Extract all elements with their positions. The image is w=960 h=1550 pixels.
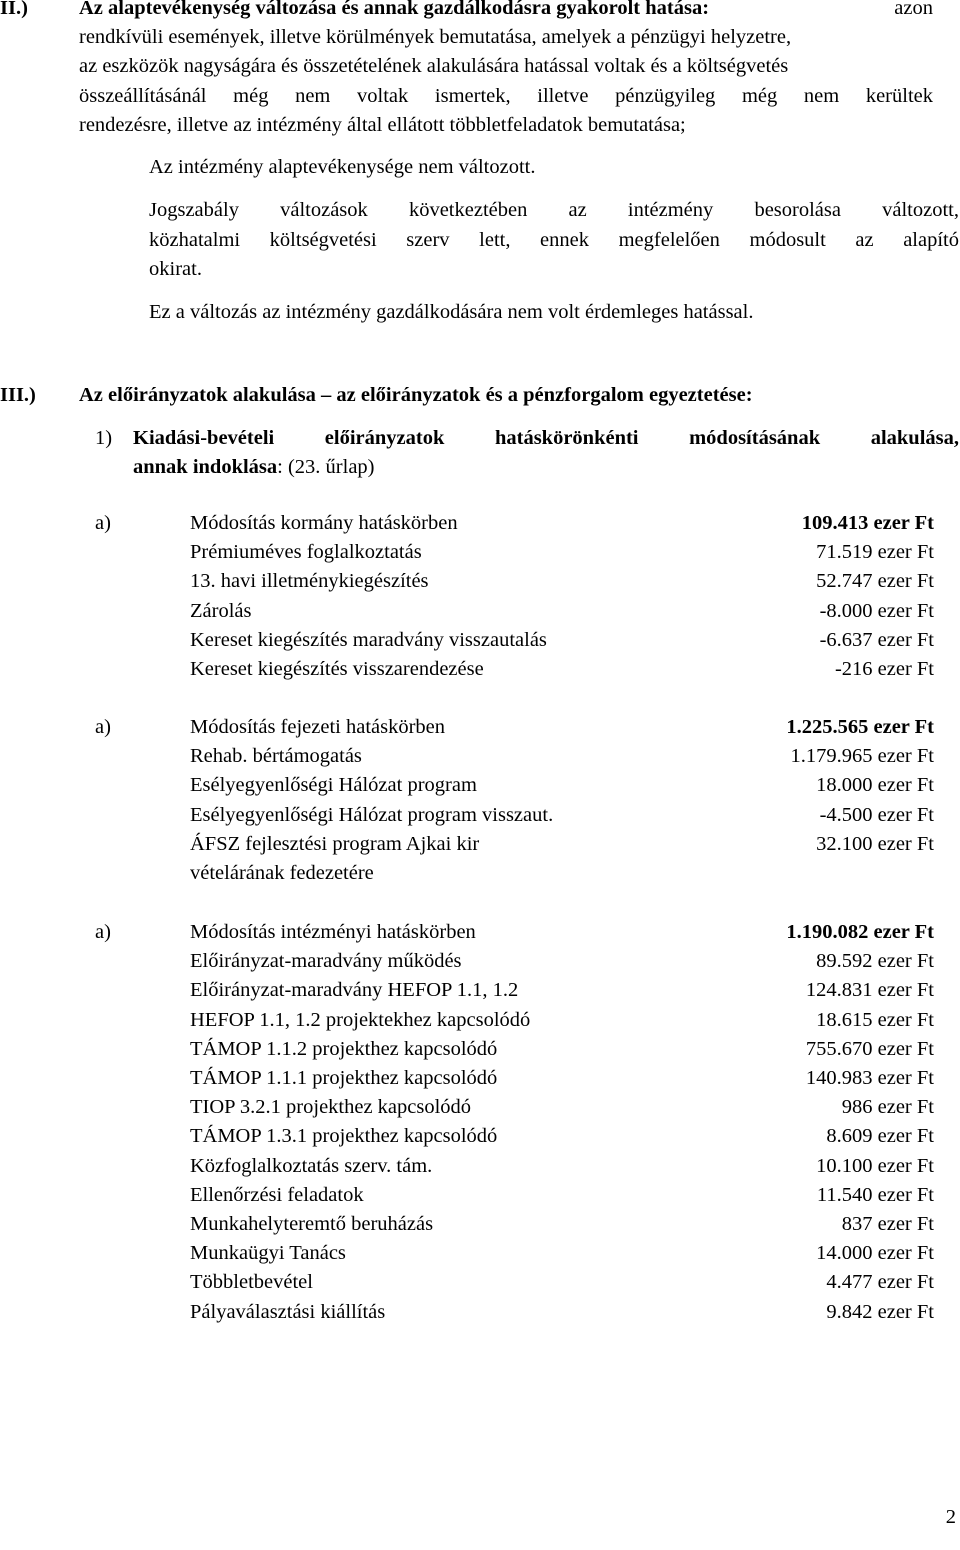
row-label: Pályaválasztási kiállítás (190, 1300, 386, 1323)
group-letter: a) (95, 716, 111, 738)
row-amount: 140.983 ezer Ft (805, 1067, 934, 1089)
row-label: TÁMOP 1.3.1 projekthez kapcsolódó (190, 1125, 498, 1148)
row-amount: 837 ezer Ft (841, 1213, 934, 1235)
section-2-line-1: rendkívüli események, illetve körülmények bemutatása, amelyek a pénzügyi helyzetre, (79, 26, 792, 48)
section-2-number: II.) (0, 0, 28, 19)
row-amount: 18.000 ezer Ft (816, 774, 934, 797)
row-amount: -6.637 ezer Ft (819, 628, 934, 651)
group-letter: a) (95, 921, 111, 943)
group-total: 1.225.565 ezer Ft (786, 716, 934, 738)
row-amount: 14.000 ezer Ft (816, 1242, 934, 1265)
row-label: Előirányzat-maradvány működés (190, 950, 462, 973)
row-label: vételárának fedezetére (190, 862, 374, 884)
row-amount: 9.842 ezer Ft (826, 1300, 934, 1323)
row-label: TÁMOP 1.1.2 projekthez kapcsolódó (190, 1037, 498, 1060)
row-label: HEFOP 1.1, 1.2 projektekhez kapcsolódó (190, 1008, 531, 1031)
row-amount: 986 ezer Ft (841, 1096, 934, 1119)
row-label: Ellenőrzési feladatok (190, 1183, 364, 1206)
group-title: Módosítás intézményi hatáskörben (190, 921, 476, 943)
row-amount: 4.477 ezer Ft (826, 1271, 934, 1294)
row-label: Munkahelyteremtő beruházás (190, 1213, 434, 1235)
subsection-1-number: 1) (95, 427, 113, 449)
section-2-first-line (79, 0, 933, 24)
row-label: Kereset kiegészítés maradvány visszautalás (190, 628, 547, 651)
row-amount: 52.747 ezer Ft (816, 570, 934, 593)
row-amount: -8.000 ezer Ft (819, 599, 934, 622)
row-amount: -4.500 ezer Ft (819, 803, 934, 826)
group-title: Módosítás fejezeti hatáskörben (190, 716, 446, 738)
row-label: Esélyegyenlőségi Hálózat program visszaut. (190, 803, 554, 826)
row-label: Esélyegyenlőségi Hálózat program (190, 774, 477, 797)
section-3-heading-b: az előirányzatok és a pénzforgalom egyeztetése: (336, 384, 753, 406)
row-amount: 11.540 ezer Ft (816, 1183, 934, 1206)
row-amount: 1.179.965 ezer Ft (790, 745, 934, 768)
paragraph-3: Ez a változás az intézmény gazdálkodására nem volt érdemleges hatással. (149, 301, 754, 323)
row-amount: 8.609 ezer Ft (826, 1125, 934, 1148)
section-3-heading (79, 381, 753, 411)
row-label: 13. havi illetménykiegészítés (190, 570, 429, 593)
page-number: 2 (945, 1506, 956, 1528)
row-label: Többletbevétel (190, 1271, 313, 1294)
group-total: 109.413 ezer Ft (801, 512, 934, 534)
row-label: Előirányzat-maradvány HEFOP 1.1, 1.2 (190, 979, 519, 1002)
section-2-line-0: azon (894, 0, 933, 19)
row-label: Zárolás (190, 599, 252, 622)
section-2-line-3: összeállításánál még nem voltak ismertek, illetve pénzügyileg még nem kerültek (79, 85, 933, 107)
section-2-line-4: rendezésre, illetve az intézmény által ellátott többletfeladatok bemutatása; (79, 114, 686, 136)
row-label: Munkaügyi Tanács (190, 1242, 346, 1265)
paragraph-1: Az intézmény alaptevékenysége nem változott. (149, 156, 536, 178)
row-label: Rehab. bértámogatás (190, 745, 362, 768)
group-letter: a) (95, 512, 111, 534)
paragraph-2-line-1: közhatalmi költségvetési szerv lett, ennek megfelelően módosult az alapító (149, 229, 959, 251)
section-2-lead: Az alaptevékenység változása és annak gazdálkodásra gyakorolt hatása: (79, 0, 710, 19)
section-3-number: III.) (0, 384, 36, 406)
section-3-heading-a: Az előirányzatok alakulása (79, 384, 316, 406)
paragraph-2-line-2: okirat. (149, 258, 202, 280)
subsection-1-line-2-rest: : (23. űrlap) (277, 456, 375, 478)
subsection-1-line-2 (133, 453, 375, 483)
group-title: Módosítás kormány hatáskörben (190, 512, 458, 534)
row-amount: 18.615 ezer Ft (816, 1008, 934, 1031)
group-total: 1.190.082 ezer Ft (786, 921, 934, 943)
row-label: Prémiuméves foglalkoztatás (190, 541, 422, 564)
row-amount: 124.831 ezer Ft (805, 979, 934, 1002)
row-amount: -216 ezer Ft (834, 658, 934, 680)
section-2-line-2: az eszközök nagyságára és összetételének alakulására hatással voltak és a költségvetés (79, 55, 789, 77)
row-label: Kereset kiegészítés visszarendezése (190, 658, 484, 680)
row-label: TÁMOP 1.1.1 projekthez kapcsolódó (190, 1067, 498, 1089)
row-label: ÁFSZ fejlesztési program Ajkai kir (190, 832, 480, 855)
section-3-heading-dash: – (321, 384, 332, 406)
subsection-1-line-1: Kiadási-bevételi előirányzatok hatáskörönkénti módosításának alakulása, (133, 427, 959, 449)
paragraph-2-line-0: Jogszabály változások következtében az intézmény besorolása változott, (149, 199, 959, 221)
row-label: TIOP 3.2.1 projekthez kapcsolódó (190, 1096, 472, 1119)
subsection-1-line-2-bold: annak indoklása (133, 456, 278, 478)
row-amount: 89.592 ezer Ft (816, 950, 934, 973)
row-label: Közfoglalkoztatás szerv. tám. (190, 1154, 433, 1177)
row-amount: 755.670 ezer Ft (805, 1037, 934, 1060)
row-amount: 10.100 ezer Ft (816, 1154, 934, 1177)
row-amount: 32.100 ezer Ft (816, 832, 934, 855)
row-amount: 71.519 ezer Ft (816, 541, 934, 564)
